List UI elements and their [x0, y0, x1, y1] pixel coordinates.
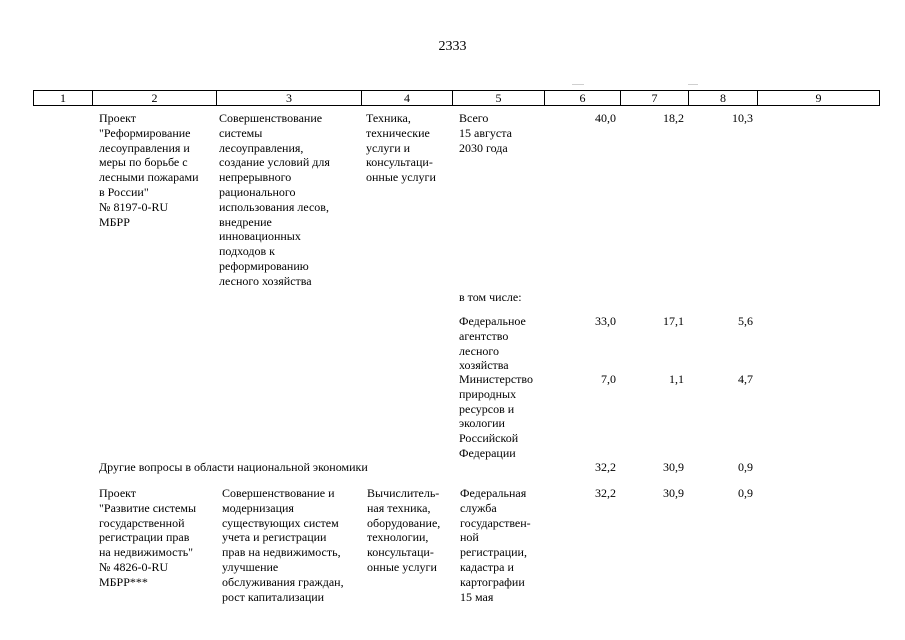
sub-executor-cell: Федеральное агентство лесного хозяйства — [459, 314, 526, 373]
value-col7: 18,2 — [663, 111, 684, 125]
value-col8: 5,6 — [738, 314, 753, 328]
value-col8: 10,3 — [732, 111, 753, 125]
scan-artifact — [688, 84, 698, 85]
value-col8: 0,9 — [738, 486, 753, 500]
value-col6: 32,2 — [595, 486, 616, 500]
column-header-row — [33, 90, 880, 106]
page-number: 2333 — [438, 39, 467, 54]
value-col8: 4,7 — [738, 372, 753, 386]
project-category-cell: Вычислитель- ная техника, оборудование, технологии, консультаци- онные услуги — [367, 486, 441, 574]
value-col6: 33,0 — [595, 314, 616, 328]
value-col7: 30,9 — [663, 486, 684, 500]
project-name-cell: Проект "Реформирование лесоуправления и меры по борьбе с лесными пожарами в России" № 8197-0-RU МБРР — [99, 111, 199, 229]
column-header-6: 6 — [544, 91, 620, 105]
project-purpose-cell: Совершенствование и модернизация существующих систем учета и регистрации прав на недвижимость, улучшение обслуживания граждан, рост капитализации — [222, 486, 344, 604]
column-header-2: 2 — [92, 91, 216, 105]
value-col7: 30,9 — [663, 460, 684, 474]
column-header-5: 5 — [452, 91, 544, 105]
value-col6: 40,0 — [595, 111, 616, 125]
value-col8: 0,9 — [738, 460, 753, 474]
project-category-cell: Техника, технические услуги и консультаци- онные услуги — [366, 111, 436, 185]
column-header-8: 8 — [688, 91, 757, 105]
project-executor-cell: Всего 15 августа 2030 года — [459, 111, 512, 155]
section-heading: Другие вопросы в области национальной экономики — [99, 460, 368, 474]
value-col7: 17,1 — [663, 314, 684, 328]
scan-artifact — [572, 84, 584, 85]
column-header-3: 3 — [216, 91, 361, 105]
sub-executor-cell: Министерство природных ресурсов и экологии Российской Федерации — [459, 372, 533, 460]
column-header-1: 1 — [60, 91, 66, 105]
including-label: в том числе: — [459, 290, 522, 304]
column-header-9: 9 — [757, 91, 879, 105]
project-purpose-cell: Совершенствование системы лесоуправления, создание условий для непрерывного рационального использования лесов, внедрение инновационных подходов к реформированию лесного хозяйства — [219, 111, 330, 288]
project-executor-cell: Федеральная служба государствен- ной регистрации, кадастра и картографии 15 мая — [460, 486, 531, 604]
column-header-7: 7 — [620, 91, 688, 105]
value-col6: 32,2 — [595, 460, 616, 474]
value-col6: 7,0 — [601, 372, 616, 386]
project-name-cell: Проект "Развитие системы государственной регистрации прав на недвижимость" № 4826-0-RU МБРР*** — [99, 486, 197, 589]
column-header-4: 4 — [361, 91, 452, 105]
value-col7: 1,1 — [669, 372, 684, 386]
